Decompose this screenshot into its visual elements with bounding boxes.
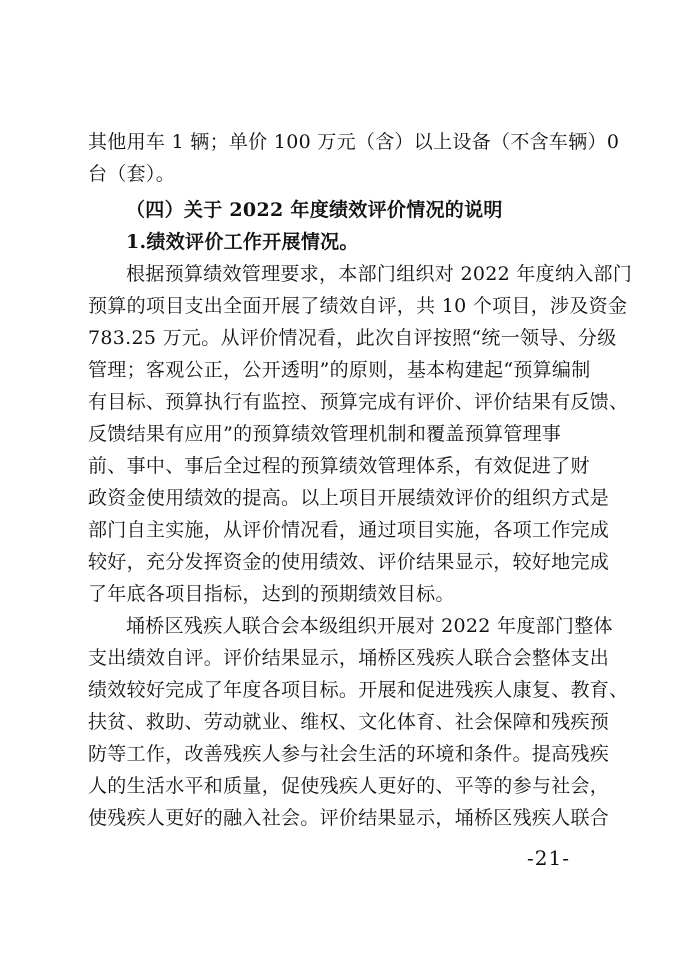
body-line: 其他用车 1 辆；单价 100 万元（含）以上设备（不含车辆）0 [88,131,620,153]
paragraph-line: 部门自主实施，从评价情况看，通过项目实施，各项工作完成 [88,519,610,541]
paragraph-line: 反馈结果有应用”的预算绩效管理机制和覆盖预算管理事 [88,423,562,445]
paragraph-line: 扶贫、救助、劳动就业、维权、文化体育、社会保障和残疾预 [88,711,610,733]
paragraph-line: 预算的项目支出全面开展了绩效自评，共 10 个项目，涉及资金 [88,295,628,317]
body-line: 台（套）。 [88,163,176,185]
paragraph-line: 政资金使用绩效的提高。以上项目开展绩效评价的组织方式是 [88,487,610,509]
paragraph-line: 绩效较好完成了年度各项目标。开展和促进残疾人康复、教育、 [88,679,629,701]
page-number: -21- [527,846,570,870]
paragraph-line: 人的生活水平和质量，促使残疾人更好的、平等的参与社会， [88,775,610,797]
paragraph-line: 管理；客观公正，公开透明”的原则，基本构建起“预算编制 [88,359,591,381]
sub-heading: 1.绩效评价工作开展情况。 [126,231,359,253]
paragraph-line: 了年底各项目指标，达到的预期绩效目标。 [88,583,455,605]
paragraph-line: 防等工作，改善残疾人参与社会生活的环境和条件。提高残疾 [88,743,610,765]
paragraph-line: 埇桥区残疾人联合会本级组织开展对 2022 年度部门整体 [126,615,613,637]
paragraph-line: 较好，充分发挥资金的使用绩效、评价结果显示，较好地完成 [88,551,610,573]
paragraph-line: 783.25 万元。从评价情况看，此次自评按照“统一领导、分级 [88,327,617,349]
document-body [88,126,633,834]
paragraph-line: 根据预算绩效管理要求，本部门组织对 2022 年度纳入部门 [126,263,633,285]
section-heading: （四）关于 2022 年度绩效评价情况的说明 [126,199,503,221]
paragraph-line: 支出绩效自评。评价结果显示，埇桥区残疾人联合会整体支出 [88,647,610,669]
paragraph-line: 前、事中、事后全过程的预算绩效管理体系，有效促进了财 [88,455,590,477]
paragraph-line: 使残疾人更好的融入社会。评价结果显示，埇桥区残疾人联合 [88,807,610,829]
paragraph-line: 有目标、预算执行有监控、预算完成有评价、评价结果有反馈、 [88,391,629,413]
